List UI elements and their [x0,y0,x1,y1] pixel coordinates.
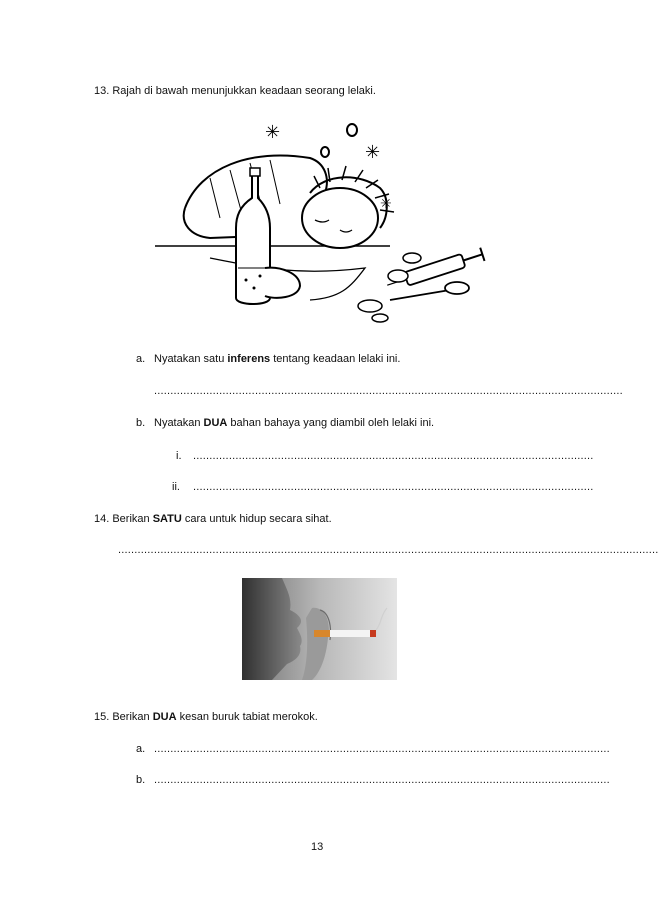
answer-15b-label: b. [136,774,146,786]
answer-line-13b-i[interactable]: ........................................................................................................................... [193,450,594,462]
question-13b-label: b. [136,417,146,429]
svg-text:✳: ✳ [265,122,281,143]
answer-line-15a[interactable]: ............................................................................................................................................ [154,743,610,755]
question-13a-label: a. [136,353,146,365]
svg-text:✳: ✳ [365,142,381,163]
question-13b-text: Nyatakan DUA bahan bahaya yang diambil oleh lelaki ini. [154,417,435,429]
question-13-text: 13. Rajah di bawah menunjukkan keadaan seorang lelaki. [94,85,376,97]
answer-13b-ii-label: ii. [172,481,180,493]
answer-line-13a[interactable]: ................................................................................................................................................ [154,385,623,397]
answer-15a-label: a. [136,743,146,755]
answer-line-14[interactable]: ...................................................................................................................................................................... [118,544,659,556]
question-14-text: 14. Berikan SATU cara untuk hidup secara sihat. [94,513,332,525]
answer-line-15b[interactable]: ............................................................................................................................................ [154,774,610,786]
question-13a-text: Nyatakan satu inferens tentang keadaan lelaki ini. [154,353,401,365]
page-number: 13 [311,841,324,853]
drunk-man-illustration [150,118,490,328]
question-15-text: 15. Berikan DUA kesan buruk tabiat merokok. [94,711,318,723]
answer-13b-i-label: i. [176,450,182,462]
smoking-photo [242,578,397,680]
svg-text:✳: ✳ [380,196,392,212]
answer-line-13b-ii[interactable]: ........................................................................................................................... [193,481,594,493]
